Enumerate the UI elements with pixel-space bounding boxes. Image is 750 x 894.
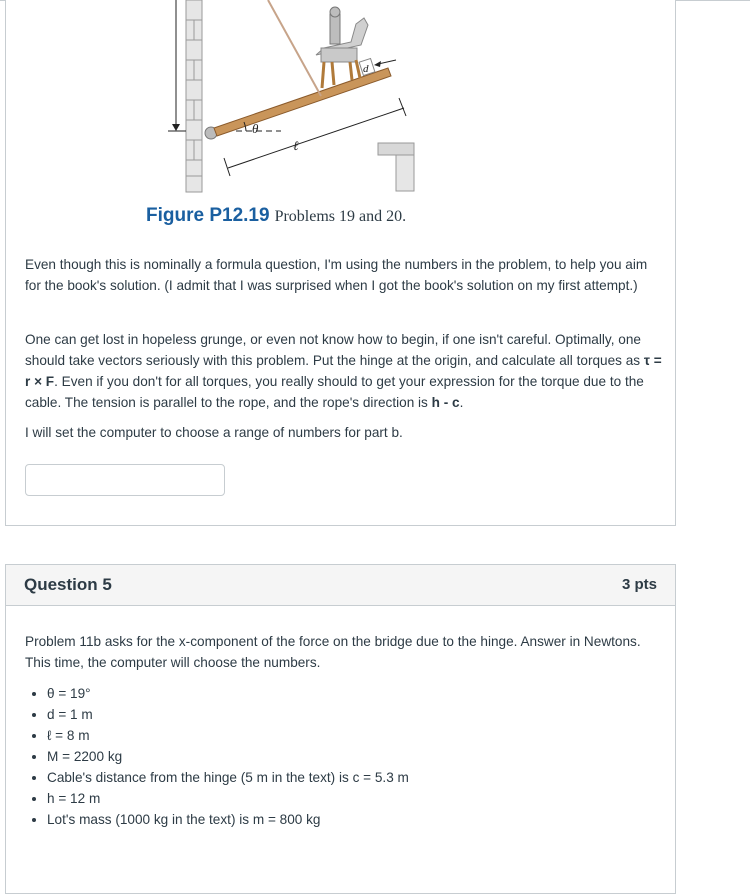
list-item: • h = 12 m — [47, 788, 655, 809]
ell-label: ℓ — [293, 138, 299, 153]
figure-caption-text: Problems 19 and 20. — [274, 208, 407, 225]
drawbridge-diagram — [156, 0, 456, 200]
paragraph-2-text-a: One can get lost in hopeless grunge, or even not know how to begin, if one isn't careful. Optimally, one should take vectors seriously with this problem. Put the hinge at the origin, and calculate all torques as — [25, 332, 644, 368]
given-values-list — [25, 683, 655, 830]
theta-label: θ — [252, 121, 259, 136]
question-card-5 — [5, 564, 676, 894]
list-item: • Cable's distance from the hinge (5 m in the text) is c = 5.3 m — [47, 767, 655, 788]
support-post — [396, 155, 414, 191]
question-body — [25, 631, 655, 830]
paragraph-2-text-b: . Even if you don't for all torques, you really should to get your expression for the torque due to the cable. The tension is parallel to the rope, and the rope's direction is — [25, 374, 644, 410]
list-item: • M = 2200 kg — [47, 746, 655, 767]
list-item: • θ = 19° — [47, 683, 655, 704]
answer-input[interactable] — [25, 464, 225, 496]
question-title: Question 5 — [24, 575, 112, 594]
figure-illustration — [156, 0, 456, 200]
paragraph-2-text-c: . — [459, 395, 464, 410]
h-arrow-head — [172, 124, 180, 131]
list-item: • Lot's mass (1000 kg in the text) is m = 800 kg — [47, 809, 655, 830]
bridge-plank — [214, 68, 391, 136]
figure-label: Figure P12.19 — [146, 205, 270, 226]
question-header — [6, 565, 675, 606]
question-card-previous — [5, 0, 676, 526]
question-intro: Problem 11b asks for the x-component of the force on the bridge due to the hinge. Answer in Newtons. This time, the computer will choose the numbers. — [25, 634, 641, 670]
d-arrow-head — [374, 61, 381, 67]
figure-caption — [146, 205, 406, 227]
question-points: 3 pts — [621, 576, 657, 593]
paragraph-1: Even though this is nominally a formula question, I'm using the numbers in the problem, to help you aim for the book's solution. (I admit that I was surprised when I got the book's solution on my first attempt.) — [25, 257, 648, 293]
list-item: • ℓ = 8 m — [47, 725, 655, 746]
torque-formula: τ = r × F — [25, 353, 662, 389]
knight-on-horse — [316, 7, 368, 88]
paragraph-2 — [25, 329, 665, 413]
list-item: • d = 1 m — [47, 704, 655, 725]
paragraph-3: I will set the computer to choose a range of numbers for part b. — [25, 425, 403, 440]
cable — [268, 0, 321, 96]
rope-direction: h - c — [431, 395, 460, 410]
d-label: d — [363, 63, 369, 75]
support-ledge — [378, 143, 414, 155]
